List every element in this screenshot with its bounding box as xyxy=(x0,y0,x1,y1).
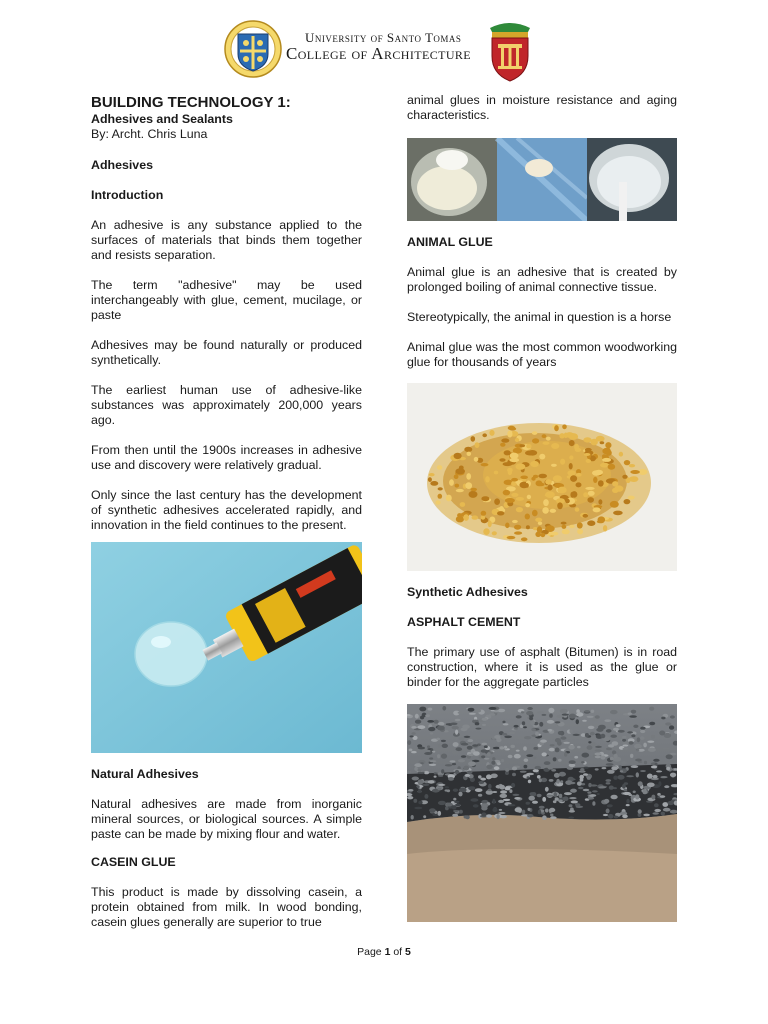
document-title: BUILDING TECHNOLOGY 1: xyxy=(91,94,291,111)
paragraph: Animal glue is an adhesive that is created by prolonged boiling of animal connective tissue. xyxy=(407,265,677,294)
paragraph: Adhesives may be found naturally or produced synthetically. xyxy=(91,338,362,367)
left-column-lower xyxy=(91,767,362,930)
paragraph: From then until the 1900s increases in adhesive use and discovery were relatively gradual. xyxy=(91,443,362,472)
document-subtitle: Adhesives and Sealants xyxy=(91,112,233,126)
paragraph: animal glues in moisture resistance and aging characteristics. xyxy=(407,93,677,122)
right-column-lower xyxy=(407,585,677,690)
page-current: 1 xyxy=(384,946,391,958)
heading-synthetic-adhesives: Synthetic Adhesives xyxy=(407,585,528,599)
page-of: of xyxy=(393,946,403,958)
asphalt-aggregate-photo xyxy=(407,704,677,922)
paragraph: An adhesive is any substance applied to the surfaces of materials that binds them together and resists separation. xyxy=(91,218,362,262)
university-name: University of Santo Tomas xyxy=(305,30,462,45)
paragraph: Natural adhesives are made from inorganic mineral sources, or biological sources. A simple paste can be made by mixing flour and water. xyxy=(91,797,362,841)
architecture-crest-logo xyxy=(484,18,536,82)
college-name: College of Architecture xyxy=(286,44,472,63)
heading-adhesives: Adhesives xyxy=(91,158,153,172)
right-column-middle xyxy=(407,235,677,370)
ust-crest-logo xyxy=(224,18,282,80)
left-column xyxy=(91,94,362,533)
paragraph: The term "adhesive" may be used interchangeably with glue, cement, mucilage, or paste xyxy=(91,278,362,322)
paragraph: The earliest human use of adhesive-like substances was approximately 200,000 years ago. xyxy=(91,383,362,427)
heading-asphalt-cement: ASPHALT CEMENT xyxy=(407,615,521,629)
right-column xyxy=(407,93,677,123)
author-line: By: Archt. Chris Luna xyxy=(91,127,208,141)
paragraph: Animal glue was the most common woodworking glue for thousands of years xyxy=(407,340,677,369)
heading-animal-glue: ANIMAL GLUE xyxy=(407,235,493,249)
animal-glue-granules-photo xyxy=(407,383,677,571)
paragraph: Only since the last century has the development of synthetic adhesives accelerated rapidly, and innovation in the field continues to the present. xyxy=(91,488,362,532)
glue-tube-photo xyxy=(91,542,362,753)
page-label: Page xyxy=(357,946,382,958)
heading-casein-glue: CASEIN GLUE xyxy=(91,855,176,869)
paragraph: Stereotypically, the animal in question is a horse xyxy=(407,310,672,324)
paragraph: This product is made by dissolving casein, a protein obtained from milk. In wood bonding, casein glues generally are superior to true xyxy=(91,885,362,929)
heading-natural-adhesives: Natural Adhesives xyxy=(91,767,199,781)
page-total: 5 xyxy=(405,946,411,958)
page-footer xyxy=(0,946,768,958)
casein-glue-photo xyxy=(407,138,677,221)
heading-introduction: Introduction xyxy=(91,188,164,202)
paragraph: The primary use of asphalt (Bitumen) is in road construction, where it is used as the glue or binder for the aggregate particles xyxy=(407,645,677,689)
